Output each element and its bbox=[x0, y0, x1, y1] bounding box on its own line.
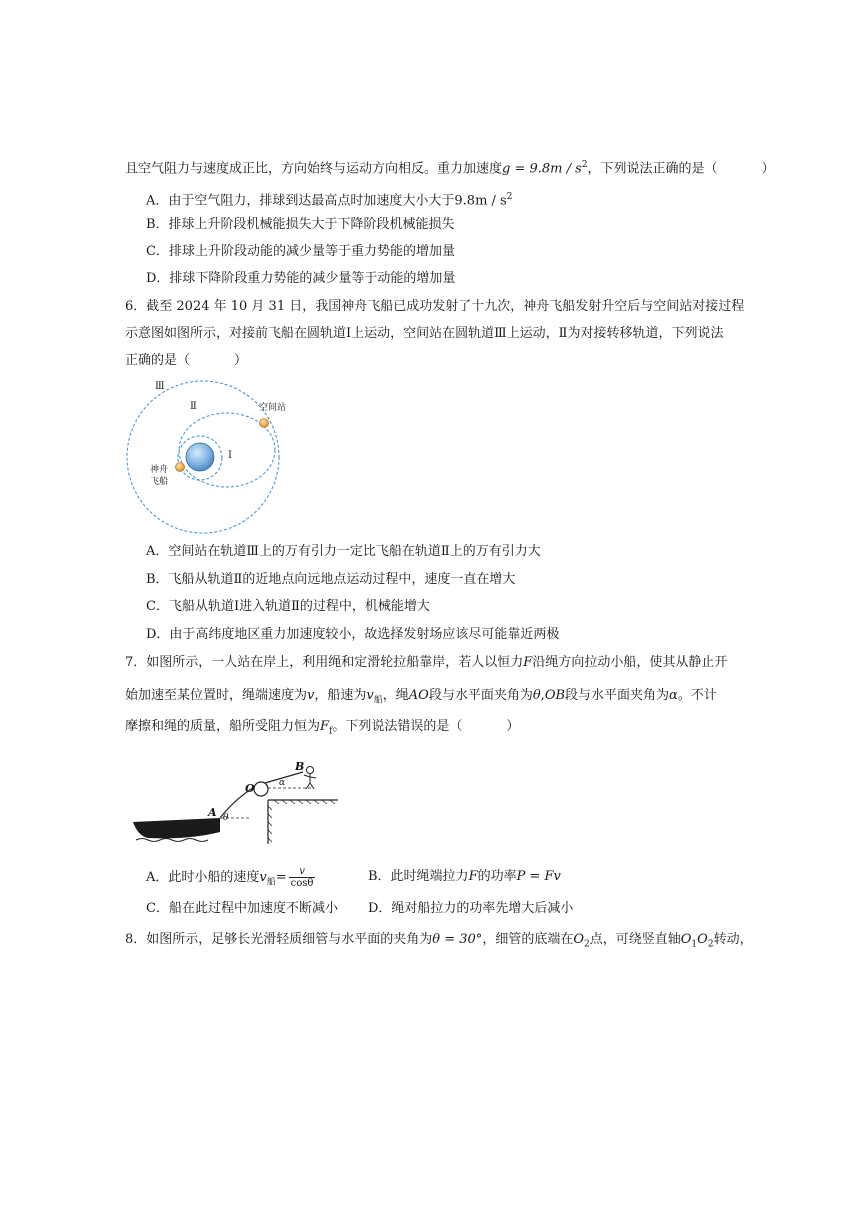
q7-option-c[interactable]: C．船在此过程中加速度不断减小 bbox=[146, 901, 338, 916]
boat-pulley-diagram bbox=[128, 756, 343, 851]
q7-option-a[interactable]: A．此时小船的速度$v_船=$ $\frac{v}{\cos\theta}$ bbox=[146, 866, 314, 889]
label-spacecraft-1: 神舟 bbox=[150, 465, 169, 475]
q6-stem-line-1: 6．截至 2024 年 10 月 31 日，我国神舟飞船已成功发射了十九次，神舟飞船发射升空后与空间站对接过程 bbox=[125, 299, 745, 314]
orbit-diagram bbox=[118, 374, 288, 544]
boat-hull bbox=[133, 818, 220, 838]
q7-option-d[interactable]: D．绳对船拉力的功率先增大后减小 bbox=[368, 901, 574, 916]
q6-option-b[interactable]: B．飞船从轨道Ⅱ的近地点向远地点运动过程中，速度一直在增大 bbox=[146, 572, 516, 587]
label-alpha: α bbox=[279, 778, 286, 788]
spacecraft-icon bbox=[176, 463, 185, 472]
q7-stem-line-1: 7．如图所示，一人站在岸上，利用绳和定滑轮拉船靠岸，若人以恒力F沿绳方向拉动小船，使其从静止开 bbox=[125, 655, 728, 670]
q6-stem-line-2: 示意图如图所示，对接前飞船在圆轨道Ⅰ上运动，空间站在圆轨道Ⅲ上运动，Ⅱ为对接转移轨道，下列说法 bbox=[125, 326, 724, 341]
label-point-A: A bbox=[208, 806, 217, 819]
wall-hatching bbox=[268, 806, 272, 842]
fraction-v-over-cos-theta: $\frac{v}{\cos\theta}$ bbox=[290, 866, 314, 889]
label-theta: θ bbox=[223, 813, 229, 823]
q5-option-c[interactable]: C．排球上升阶段动能的减少量等于重力势能的增加量 bbox=[146, 244, 455, 259]
space-station-icon bbox=[260, 419, 269, 428]
q5-option-b[interactable]: B．排球上升阶段机械能损失大于下降阶段机械能损失 bbox=[146, 217, 455, 232]
label-orbit-III: Ⅲ bbox=[155, 381, 165, 392]
person-head-icon bbox=[307, 767, 314, 774]
label-point-B: B bbox=[295, 760, 305, 773]
label-space-station: 空间站 bbox=[259, 403, 287, 413]
pulley-icon bbox=[254, 782, 268, 796]
q7-option-b[interactable]: B．此时绳端拉力F的功率P = Fv bbox=[368, 869, 561, 884]
q6-stem-line-3: 正确的是（ ） bbox=[125, 353, 248, 368]
q8-stem: 8．如图所示，足够长光滑轻质细管与水平面的夹角为θ = 30°，细管的底端在$O_2$点，可绕竖直轴$O_1O_2$转动， bbox=[125, 932, 753, 950]
q6-option-d[interactable]: D．由于高纬度地区重力加速度较小，故选择发射场应该尽可能靠近两极 bbox=[146, 627, 560, 642]
label-orbit-II: Ⅱ bbox=[190, 401, 197, 412]
q6-option-a[interactable]: A．空间站在轨道Ⅲ上的万有引力一定比飞船在轨道Ⅱ上的万有引力大 bbox=[146, 544, 541, 559]
person-body-icon bbox=[304, 774, 316, 789]
label-spacecraft-2: 飞船 bbox=[150, 477, 169, 487]
q5-stem: 且空气阻力与速度成正比，方向始终与运动方向相反。重力加速度$g = 9.8m / s^2$，下列说法正确的是（ ） bbox=[125, 160, 775, 177]
q5-option-a[interactable]: A．由于空气阻力，排球到达最高点时加速度大小大于$9.8m / s^2$ bbox=[146, 192, 513, 209]
q6-option-c[interactable]: C．飞船从轨道Ⅰ进入轨道Ⅱ的过程中，机械能增大 bbox=[146, 599, 430, 614]
label-orbit-I: Ⅰ bbox=[228, 450, 232, 461]
q7-stem-line-2: 始加速至某位置时，绳端速度为v，船速为$v_船$，绳AO段与水平面夹角为θ,OB段与水平面夹角为α。不计 bbox=[125, 688, 717, 706]
q7-stem-line-3: 摩擦和绳的质量，船所受阻力恒为$F_f$。下列说法错误的是（ ） bbox=[125, 719, 520, 737]
water-waves bbox=[136, 839, 208, 842]
label-point-O: O bbox=[245, 782, 255, 795]
q5-option-d[interactable]: D．排球下降阶段重力势能的减少量等于动能的增加量 bbox=[146, 271, 456, 286]
earth-icon bbox=[186, 443, 214, 471]
